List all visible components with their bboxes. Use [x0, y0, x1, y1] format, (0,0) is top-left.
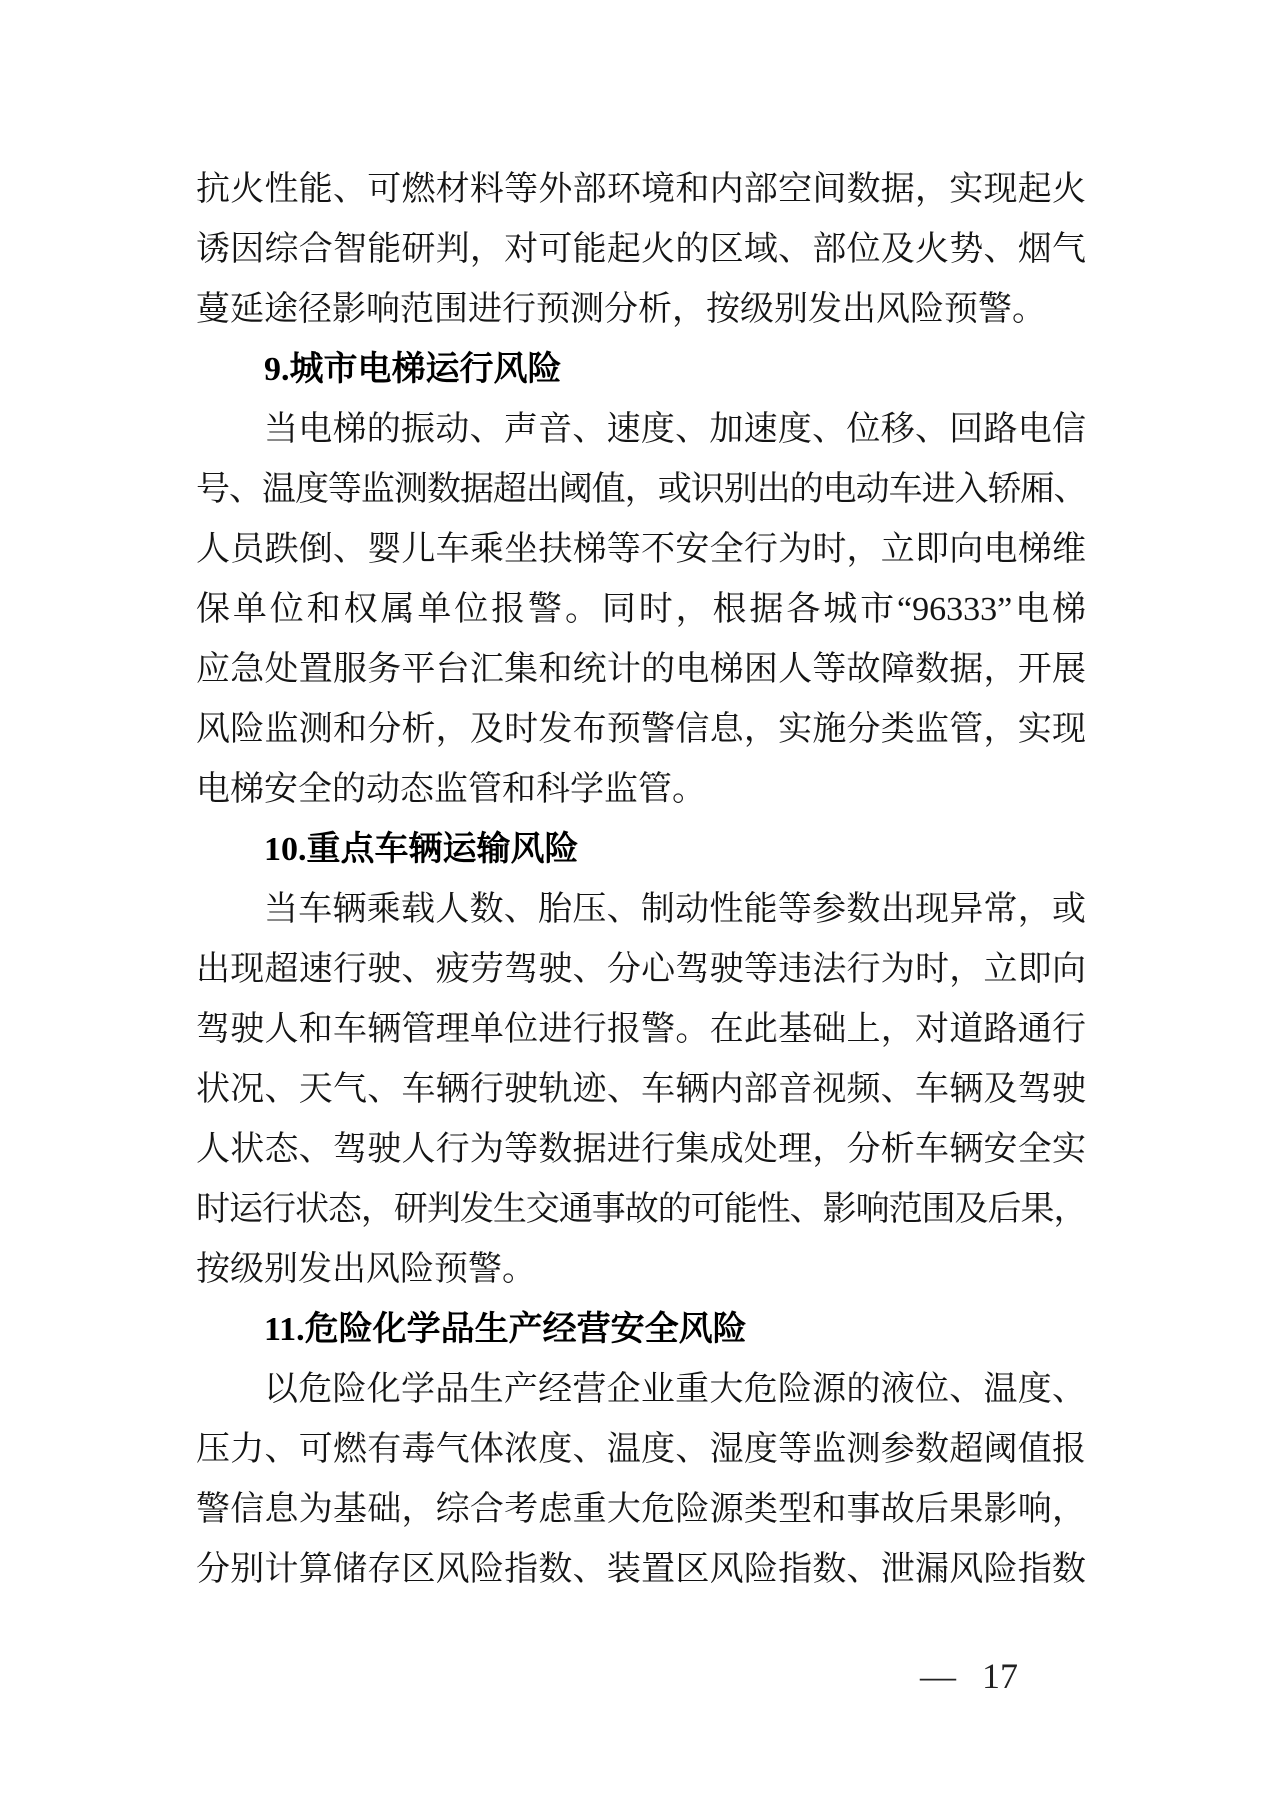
paragraph-elevator-risk: [196, 400, 1086, 820]
page-footer: [920, 1652, 1018, 1700]
text-line: 风险监测和分析，及时发布预警信息，实施分类监管，实现: [196, 711, 1086, 748]
page-body-text: [196, 160, 1086, 1600]
text-line: 分别计算储存区风险指数、装置区风险指数、泄漏风险指数: [196, 1551, 1086, 1588]
section-heading-vehicle-risk: 10.重点车辆运输风险: [264, 831, 579, 868]
text-line: 号、温度等监测数据超出阈值，或识别出的电动车进入轿厢、: [196, 471, 1086, 508]
text-line: 时运行状态，研判发生交通事故的可能性、影响范围及后果，: [196, 1191, 1086, 1228]
text-line: 当车辆乘载人数、胎压、制动性能等参数出现异常，或: [264, 891, 1086, 928]
page-number: 17: [982, 1656, 1018, 1696]
text-line: 应急处置服务平台汇集和统计的电梯困人等故障数据，开展: [196, 651, 1086, 688]
text-line: 当电梯的振动、声音、速度、加速度、位移、回路电信: [264, 411, 1086, 448]
text-line: 保单位和权属单位报警。同时，根据各城市“96333”电梯: [196, 591, 1086, 628]
text-line: 诱因综合智能研判，对可能起火的区域、部位及火势、烟气: [196, 231, 1086, 268]
paragraph-vehicle-risk: [196, 880, 1086, 1300]
text-line: 以危险化学品生产经营企业重大危险源的液位、温度、: [264, 1371, 1086, 1408]
text-line: 人状态、驾驶人行为等数据进行集成处理，分析车辆安全实: [196, 1131, 1086, 1168]
paragraph-chemical-risk: [196, 1360, 1086, 1600]
text-line: 抗火性能、可燃材料等外部环境和内部空间数据，实现起火: [196, 171, 1086, 208]
text-line: 压力、可燃有毒气体浓度、温度、湿度等监测参数超阈值报: [196, 1431, 1086, 1468]
text-line: 出现超速行驶、疲劳驾驶、分心驾驶等违法行为时，立即向: [196, 951, 1086, 988]
text-line: 按级别发出风险预警。: [196, 1251, 536, 1288]
text-line: 警信息为基础，综合考虑重大危险源类型和事故后果影响，: [196, 1491, 1086, 1528]
text-line: 蔓延途径影响范围进行预测分析，按级别发出风险预警。: [196, 291, 1046, 328]
page-number-dash: —: [920, 1656, 956, 1696]
text-line: 状况、天气、车辆行驶轨迹、车辆内部音视频、车辆及驾驶: [196, 1071, 1086, 1108]
section-heading-elevator-risk: 9.城市电梯运行风险: [264, 351, 562, 388]
text-line: 驾驶人和车辆管理单位进行报警。在此基础上，对道路通行: [196, 1011, 1086, 1048]
text-line: 人员跌倒、婴儿车乘坐扶梯等不安全行为时，立即向电梯维: [196, 531, 1086, 568]
text-line: 电梯安全的动态监管和科学监管。: [196, 771, 706, 808]
paragraph-continuation: [196, 160, 1086, 340]
section-heading-chemical-risk: 11.危险化学品生产经营安全风险: [264, 1311, 747, 1348]
